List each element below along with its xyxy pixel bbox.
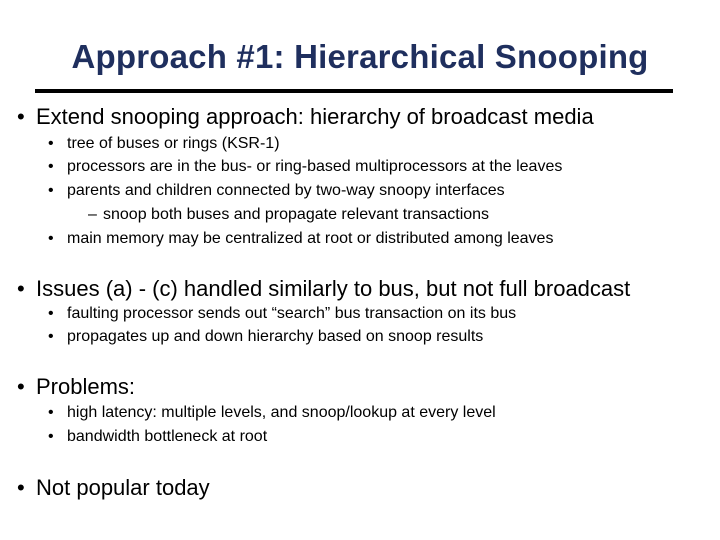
sub-bullet-propagates — [48, 328, 483, 346]
bullet-marker: • — [48, 158, 54, 175]
bullet-not-popular — [17, 475, 210, 501]
bullet-marker: • — [48, 328, 54, 345]
bullet-text: Not popular today — [36, 475, 210, 500]
dash-marker: – — [88, 206, 97, 223]
bullet-marker: • — [48, 230, 54, 247]
sub-bullet-main-memory — [48, 230, 553, 248]
sub-bullet-text: tree of buses or rings (KSR-1) — [67, 135, 280, 152]
bullet-marker: • — [48, 135, 54, 152]
bullet-text: Issues (a) - (c) handled similarly to bus, but not full broadcast — [36, 276, 631, 301]
bullet-text: Extend snooping approach: hierarchy of broadcast media — [36, 104, 594, 129]
sub-bullet-text: propagates up and down hierarchy based on snoop results — [67, 328, 484, 345]
sub-bullet-text: high latency: multiple levels, and snoop/lookup at every level — [67, 404, 496, 421]
sub-bullet-processors-at-leaves — [48, 158, 562, 176]
bullet-text: Problems: — [36, 374, 136, 399]
bullet-problems — [17, 374, 135, 400]
bullet-marker: • — [17, 104, 25, 129]
bullet-issues-handled — [17, 276, 630, 302]
bullet-marker: • — [48, 182, 54, 199]
bullet-marker: • — [48, 428, 54, 445]
sub-bullet-high-latency — [48, 404, 496, 422]
bullet-marker: • — [48, 305, 54, 322]
sub-bullet-text: parents and children connected by two-way snoopy interfaces — [67, 182, 505, 199]
bullet-extend-snooping — [17, 104, 594, 130]
sub-bullet-text: bandwidth bottleneck at root — [67, 428, 268, 445]
slide-title: Approach #1: Hierarchical Snooping — [71, 38, 649, 75]
title-underline-rule — [35, 89, 673, 93]
bullet-marker: • — [17, 374, 25, 399]
bullet-marker: • — [48, 404, 54, 421]
sub-bullet-text: processors are in the bus- or ring-based multiprocessors at the leaves — [67, 158, 563, 175]
sub-bullet-faulting-processor — [48, 305, 516, 323]
sub-bullet-parents-children — [48, 182, 505, 200]
sub-sub-bullet-text: snoop both buses and propagate relevant transactions — [103, 206, 490, 223]
sub-bullet-text: faulting processor sends out “search” bus transaction on its bus — [67, 305, 517, 322]
sub-sub-bullet-snoop-both — [88, 206, 489, 224]
bullet-marker: • — [17, 475, 25, 500]
bullet-marker: • — [17, 276, 25, 301]
sub-bullet-text: main memory may be centralized at root or distributed among leaves — [67, 230, 554, 247]
sub-bullet-tree-of-buses — [48, 135, 280, 153]
sub-bullet-bandwidth-bottleneck — [48, 428, 267, 446]
